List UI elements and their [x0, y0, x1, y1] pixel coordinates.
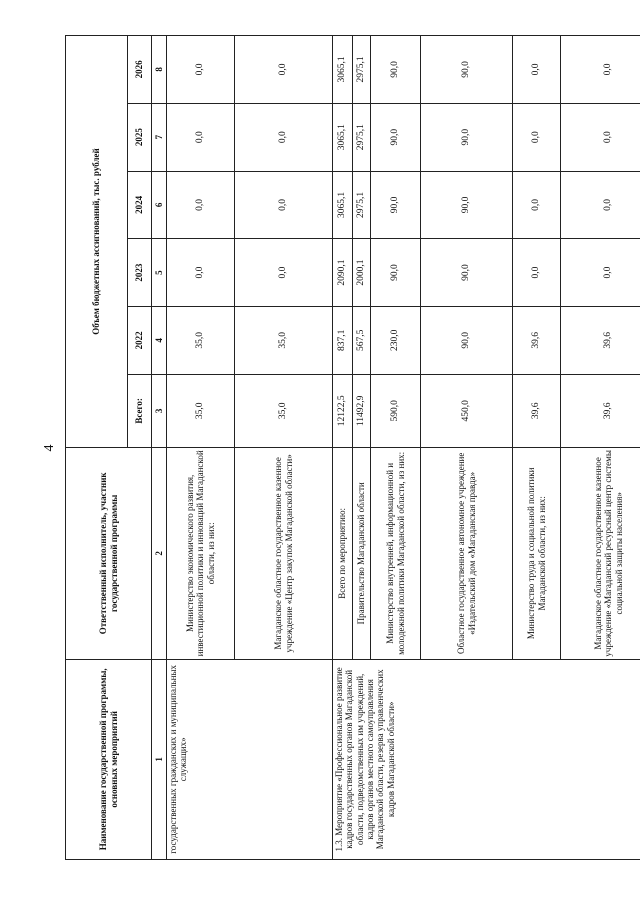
- year-value-cell: 0,0: [513, 239, 561, 307]
- column-index: 2: [152, 448, 167, 660]
- executor-cell: Министерство труда и социальной политики Магаданской области, из них:: [513, 448, 561, 660]
- year-value-cell: 837,1: [333, 306, 353, 374]
- total-cell: 35,0: [235, 374, 333, 447]
- year-value-cell: 90,0: [371, 171, 421, 239]
- executor-cell: Министерство внутренней, информационной и молодежной политики Магаданской области, из них:: [371, 448, 421, 660]
- year-value-cell: 90,0: [421, 103, 513, 171]
- year-value-cell: 0,0: [167, 36, 235, 104]
- year-value-cell: 0,0: [167, 239, 235, 307]
- header-year: 2022: [128, 306, 152, 374]
- rotated-table-container: [65, 35, 624, 860]
- year-value-cell: 0,0: [513, 36, 561, 104]
- total-cell: 590,0: [371, 374, 421, 447]
- year-value-cell: 2975,1: [353, 36, 371, 104]
- year-value-cell: 2090,1: [333, 239, 353, 307]
- year-value-cell: 0,0: [235, 171, 333, 239]
- header-executor: Ответственный исполнитель, участник государственной программы: [66, 448, 152, 660]
- year-value-cell: 90,0: [421, 239, 513, 307]
- activity-name-cell: государственных гражданских и муниципальных служащих»: [167, 659, 333, 859]
- year-value-cell: 0,0: [513, 103, 561, 171]
- year-value-cell: 90,0: [421, 171, 513, 239]
- column-index: 1: [152, 659, 167, 859]
- header-year: 2023: [128, 239, 152, 307]
- executor-cell: Магаданское областное государственное казенное учреждение «Центр закупок Магаданской области»: [235, 448, 333, 660]
- year-value-cell: 0,0: [561, 239, 640, 307]
- year-value-cell: 0,0: [561, 36, 640, 104]
- year-value-cell: 2975,1: [353, 171, 371, 239]
- year-value-cell: 0,0: [561, 171, 640, 239]
- total-cell: 450,0: [421, 374, 513, 447]
- total-cell: 11492,9: [353, 374, 371, 447]
- header-name: Наименование государственной программы, основных мероприятий: [66, 659, 152, 859]
- header-year: 2024: [128, 171, 152, 239]
- executor-cell: Министерство экономического развития, инвестиционной политики и инноваций Магаданской области, из них:: [167, 448, 235, 660]
- year-value-cell: 35,0: [235, 306, 333, 374]
- column-index: 6: [152, 171, 167, 239]
- table-body: [167, 36, 640, 860]
- header-year: 2025: [128, 103, 152, 171]
- year-value-cell: 35,0: [167, 306, 235, 374]
- year-value-cell: 0,0: [561, 103, 640, 171]
- activity-name-cell: 1.3. Мероприятие «Профессиональное развитие кадров государственных органов Магаданской области, подведомственных им учреждений, кадров органов местного самоуправления Магаданской области, резерва управленческих кадров Магаданской области»: [333, 659, 640, 859]
- year-value-cell: 90,0: [421, 36, 513, 104]
- page-number: 4: [42, 444, 57, 452]
- column-index: 7: [152, 103, 167, 171]
- table-row: [333, 36, 353, 860]
- year-value-cell: 3065,1: [333, 171, 353, 239]
- year-value-cell: 2000,1: [353, 239, 371, 307]
- column-index: 8: [152, 36, 167, 104]
- year-value-cell: 90,0: [371, 239, 421, 307]
- year-value-cell: 0,0: [513, 171, 561, 239]
- year-value-cell: 39,6: [561, 306, 640, 374]
- year-value-cell: 90,0: [421, 306, 513, 374]
- total-cell: 35,0: [167, 374, 235, 447]
- executor-cell: Всего по мероприятию:: [333, 448, 353, 660]
- executor-cell: Магаданское областное государственное казенное учреждение «Магаданский ресурсный центр системы социальной защиты населения»: [561, 448, 640, 660]
- year-value-cell: 90,0: [371, 36, 421, 104]
- column-index: 3: [152, 374, 167, 447]
- budget-table: [65, 35, 640, 860]
- year-value-cell: 567,5: [353, 306, 371, 374]
- column-index: 4: [152, 306, 167, 374]
- year-value-cell: 90,0: [371, 103, 421, 171]
- year-value-cell: 0,0: [167, 171, 235, 239]
- year-value-cell: 3065,1: [333, 103, 353, 171]
- header-total: Всего:: [128, 374, 152, 447]
- executor-cell: Правительство Магаданской области: [353, 448, 371, 660]
- header-budget: Объем бюджетных ассигнований, тыс. рублей: [66, 36, 128, 448]
- total-cell: 39,6: [513, 374, 561, 447]
- year-value-cell: 0,0: [235, 103, 333, 171]
- executor-cell: Областное государственное автономное учреждение «Издательский дом «Магаданская правда»: [421, 448, 513, 660]
- column-index: 5: [152, 239, 167, 307]
- total-cell: 39,6: [561, 374, 640, 447]
- year-value-cell: 0,0: [235, 239, 333, 307]
- year-value-cell: 0,0: [235, 36, 333, 104]
- year-value-cell: 2975,1: [353, 103, 371, 171]
- total-cell: 12122,5: [333, 374, 353, 447]
- year-value-cell: 0,0: [167, 103, 235, 171]
- year-value-cell: 39,6: [513, 306, 561, 374]
- year-value-cell: 230,0: [371, 306, 421, 374]
- header-year: 2026: [128, 36, 152, 104]
- year-value-cell: 3065,1: [333, 36, 353, 104]
- table-row: [167, 36, 235, 860]
